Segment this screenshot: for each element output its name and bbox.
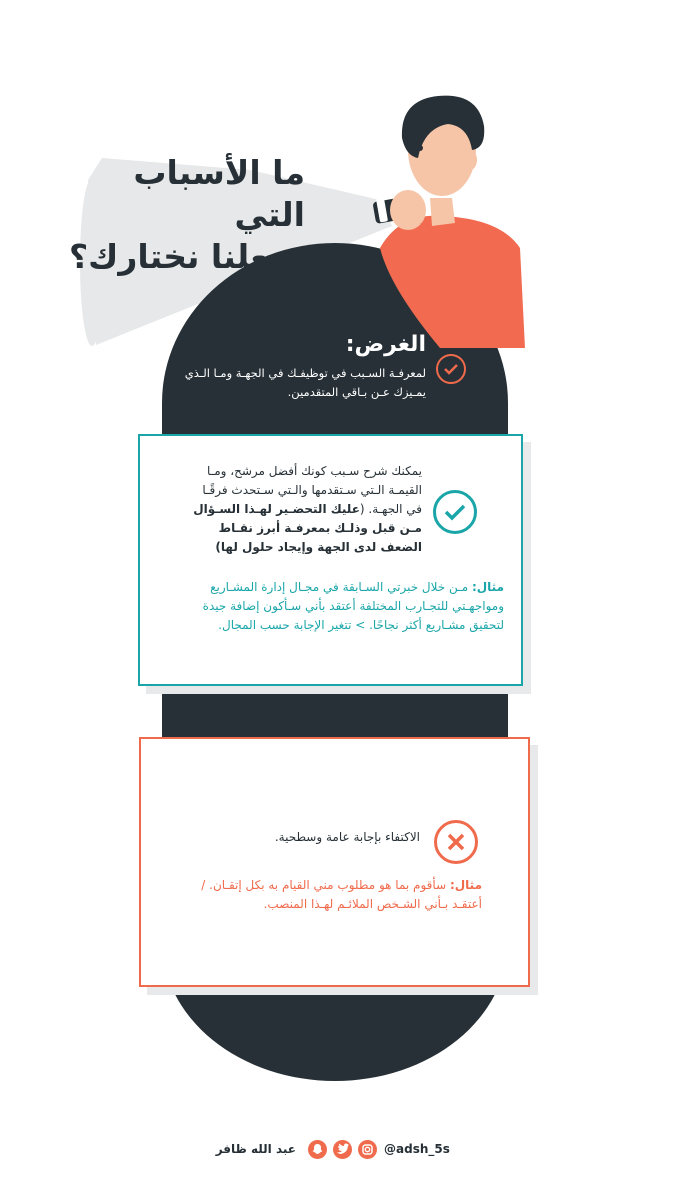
author-name: عبد الله ظافر bbox=[215, 1142, 296, 1156]
good-answer-text bbox=[187, 462, 422, 557]
example-label: مثال: bbox=[449, 878, 482, 892]
good-answer-example bbox=[182, 578, 504, 635]
purpose-text: لمعرفـة السـبب في توظيفـك في الجهـة ومـا الـذي يمـيزك عـن بـاقي المتقدمين. bbox=[184, 366, 426, 399]
good-answer-bold: عليك التحضـير لهـذا السـؤال مـن قبل وذلـك بمعرفـة أبرز نقـاط الضعف لدى الجهة وإيجاد حلول لها) bbox=[193, 502, 422, 554]
title-line-1: ما الأسباب التي bbox=[133, 153, 305, 234]
person-illustration bbox=[360, 88, 530, 348]
good-answer-plain: يمكنك شرح سـبب كونك أفضل مرشح، ومـا القيمـة الـتي سـتقدمها والـتي سـتحدث فرقًـا في الجهـة. ( bbox=[202, 464, 422, 516]
check-circle-icon bbox=[436, 354, 466, 384]
checkmark-icon bbox=[436, 493, 474, 531]
checkmark-icon bbox=[438, 356, 464, 382]
purpose-heading: الغرض: bbox=[345, 332, 426, 357]
check-circle-icon bbox=[433, 490, 477, 534]
instagram-icon[interactable] bbox=[358, 1140, 377, 1159]
social-handle[interactable]: @adsh_5s bbox=[384, 1142, 450, 1156]
example-label: مثال: bbox=[471, 580, 504, 594]
page-title bbox=[60, 152, 305, 278]
snapchat-icon[interactable] bbox=[308, 1140, 327, 1159]
twitter-icon[interactable] bbox=[333, 1140, 352, 1159]
example-text: سأقوم بما هو مطلوب مني القيام به بكل إتقـان. / أعتقـد بـأني الشـخص الملائـم لهـذا المنصب. bbox=[201, 878, 482, 911]
bad-answer-card bbox=[139, 737, 530, 987]
bad-answer-example bbox=[180, 876, 482, 914]
x-circle-icon bbox=[434, 820, 478, 864]
close-icon bbox=[437, 823, 475, 861]
bad-answer-text: الاكتفاء بإجابة عامة وسطحية. bbox=[274, 830, 420, 844]
title-line-2: تجعلنا نختارك؟ bbox=[68, 237, 305, 276]
example-text: مـن خلال خبرتي السـابقة في مجـال إدارة المشـاريع ومواجهـتي للتجـارب المختلفة أعتقد بأني سـأكون إضافة جيدة لتحقيق مشـاريع أكثر نجاحًا. > تتغير الإجابة حسب المجال. bbox=[202, 580, 504, 632]
